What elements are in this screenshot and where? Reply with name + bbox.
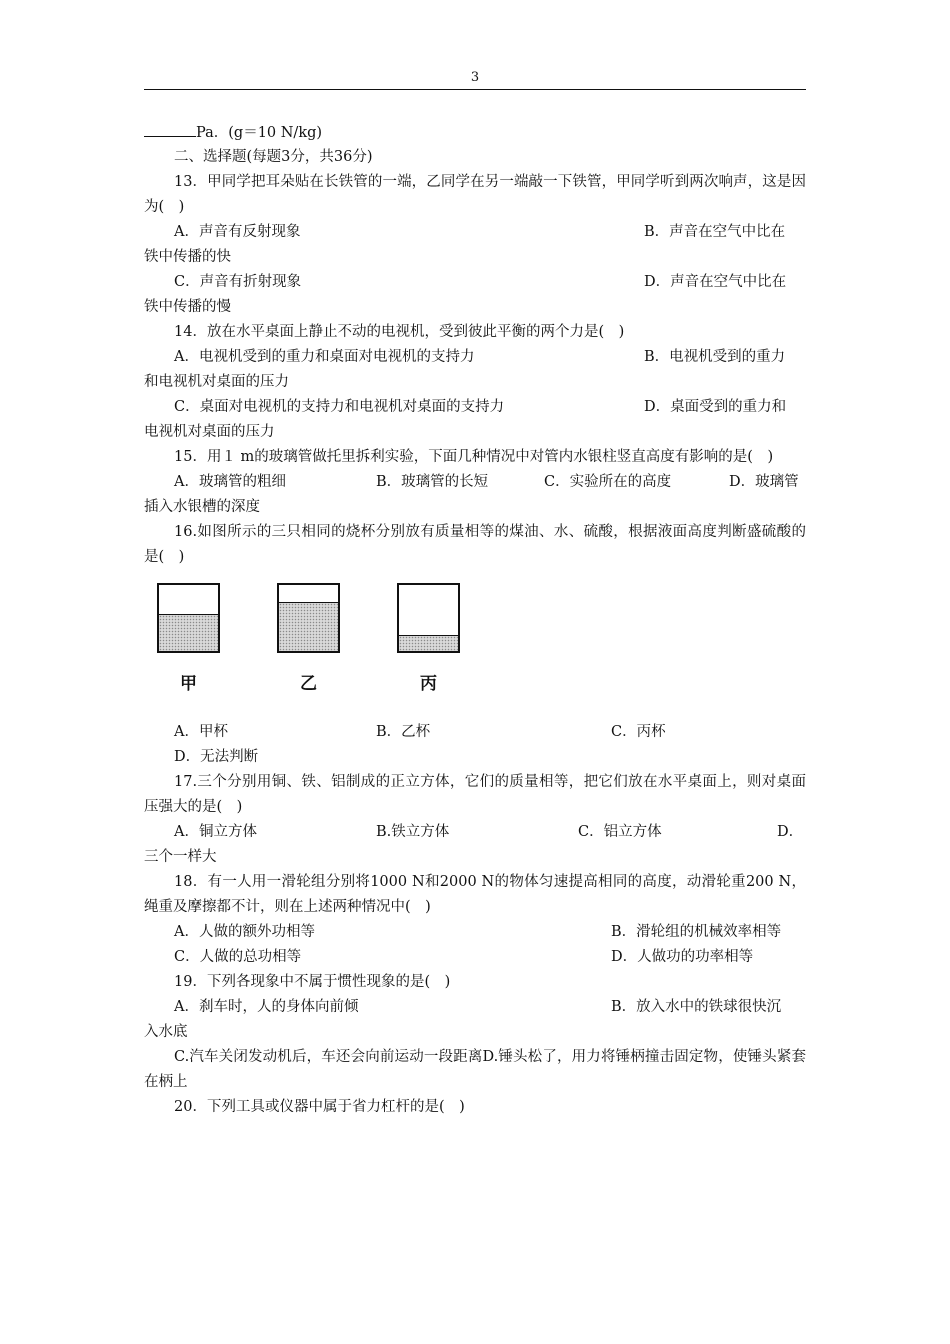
q14-option-d-cont: 电视机对桌面的压力 [144,424,275,440]
q15-option-b: B．玻璃管的长短 [376,474,489,490]
q17-option-d: D． [777,824,804,840]
q18-option-a: A．人做的额外功相等 [174,924,315,940]
pressure-answer-line [144,120,806,145]
beaker-label-jia: 甲 [180,674,197,694]
q16-option-b: B．乙杯 [376,724,431,740]
q17-option-a: A．铜立方体 [174,824,257,840]
q13-option-row-1 [144,220,806,245]
q18-option-row-1 [144,920,806,945]
beaker-yi [277,583,340,653]
section-title: 二、选择题(每题3分，共36分) [174,149,373,165]
q17-stem: 17.三个分别用铜、铁、铝制成的正立方体，它们的质量相等，把它们放在水平桌面上，则对桌面压强大的是( ) [144,774,806,815]
q19-option-row-1 [144,995,806,1020]
beaker-bing-liquid [399,635,458,651]
q18-option-c: C．人做的总功相等 [174,949,302,965]
q15-stem: 15．用１ m的玻璃管做托里拆利实验，下面几种情况中对管内水银柱竖直高度有影响的是( ) [174,449,774,465]
q17-option-c: C．铝立方体 [578,824,662,840]
q19-stem: 19．下列各现象中不属于惯性现象的是( ) [174,974,451,990]
q15-option-a: A．玻璃管的粗细 [174,474,286,490]
q15-option-d-cont: 插入水银槽的深度 [144,499,260,515]
beakers-figure [144,570,806,720]
q13-stem: 13．甲同学把耳朵贴在长铁管的一端，乙同学在另一端敲一下铁管，甲同学听到两次响声，这是因为( ) [144,174,806,215]
q19-option-b: B．放入水中的铁球很快沉 [611,999,782,1015]
q13-option-d: D．声音在空气中比在 [644,274,787,290]
q19-option-a: A．刹车时，人的身体向前倾 [174,999,359,1015]
q16-stem: 16.如图所示的三只相同的烧杯分别放有质量相等的煤油、水、硫酸，根据液面高度判断盛硫酸的是( ) [144,524,806,565]
q14-option-a: A．电视机受到的重力和桌面对电视机的支持力 [174,349,475,365]
beaker-jia [157,583,220,653]
q13-option-row-2 [144,270,806,295]
q15-option-c: C．实验所在的高度 [544,474,672,490]
q15-options-row [144,470,806,495]
q19-options-cd: C.汽车关闭发动机后，车还会向前运动一段距离D.锤头松了，用力将锤柄撞击固定物，使锤头紧套在柄上 [144,1049,806,1090]
q13-option-b-cont: 铁中传播的快 [144,249,231,265]
answer-blank [144,120,196,137]
q16-options-row [144,720,806,745]
q16-option-c: C．丙杯 [611,724,666,740]
q20-stem: 20．下列工具或仪器中属于省力杠杆的是( ) [174,1099,465,1115]
q14-option-row-2 [144,395,806,420]
q18-stem: 18．有一人用一滑轮组分别将1000 N和2000 N的物体匀速提高相同的高度，动滑轮重200 N，绳重及摩擦都不计，则在上述两种情况中( ) [144,874,806,915]
q13-option-d-cont: 铁中传播的慢 [144,299,231,315]
q14-option-c: C．桌面对电视机的支持力和电视机对桌面的支持力 [174,399,505,415]
q19-option-b-cont: 入水底 [144,1024,188,1040]
q13-option-b: B．声音在空气中比在 [644,224,786,240]
beaker-jia-liquid [159,614,218,651]
q14-option-d: D．桌面受到的重力和 [644,399,787,415]
q18-option-row-2 [144,945,806,970]
q14-option-b: B．电视机受到的重力 [644,349,786,365]
pressure-unit-text: Pa．(g＝10 N/kg) [196,125,323,141]
beaker-bing [397,583,460,653]
header-rule [144,89,806,90]
q16-option-d: D．无法判断 [174,749,259,765]
q18-option-b: B．滑轮组的机械效率相等 [611,924,782,940]
page-content [144,120,806,1120]
q14-stem: 14．放在水平桌面上静止不动的电视机，受到彼此平衡的两个力是( ) [174,324,625,340]
q14-option-b-cont: 和电视机对桌面的压力 [144,374,289,390]
beaker-label-bing: 丙 [420,674,437,694]
q16-option-a: A．甲杯 [174,724,228,740]
q15-option-d: D．玻璃管 [729,474,799,490]
q17-option-d-cont: 三个一样大 [144,849,217,865]
q14-option-row-1 [144,345,806,370]
beaker-label-yi: 乙 [300,674,317,694]
page-number: 3 [470,70,480,85]
beaker-yi-liquid [279,602,338,651]
q17-options-row [144,820,806,845]
q13-option-c: C．声音有折射现象 [174,274,302,290]
q18-option-d: D．人做功的功率相等 [611,949,754,965]
q17-option-b: B.铁立方体 [376,824,450,840]
q13-option-a: A．声音有反射现象 [174,224,301,240]
